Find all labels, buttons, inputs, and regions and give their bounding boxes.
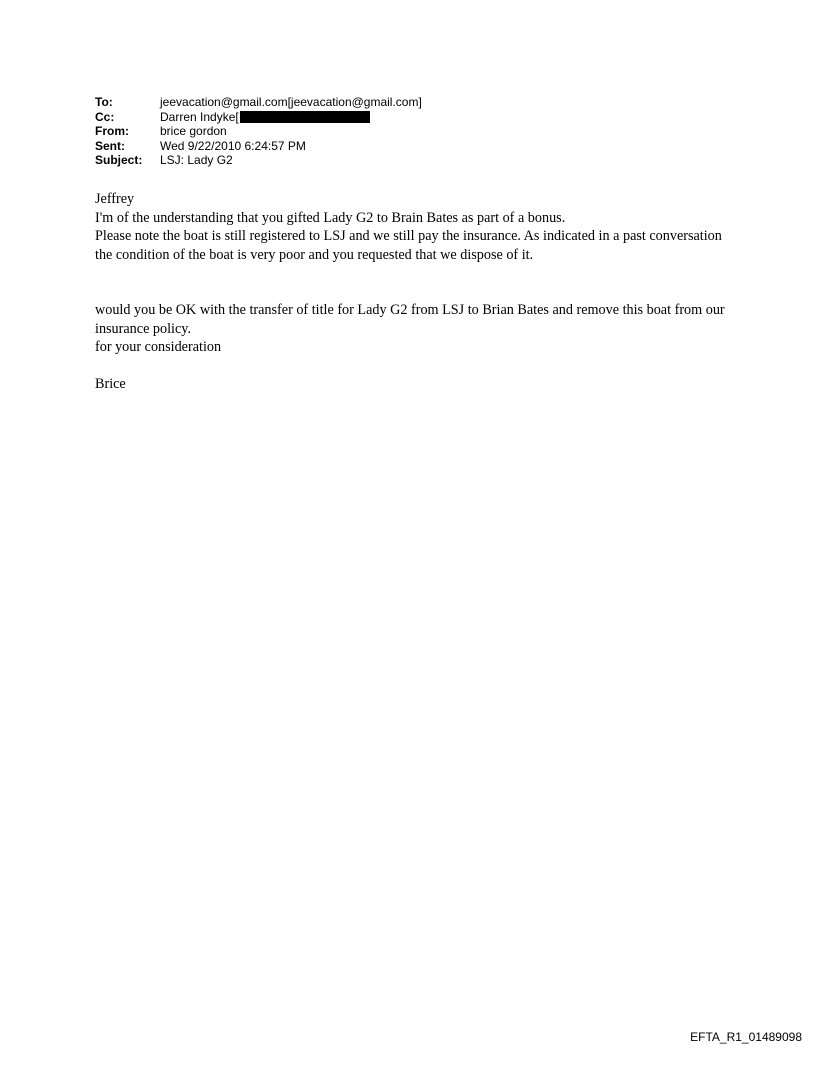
body-paragraph-1: I'm of the understanding that you gifted Lady G2 to Brain Bates as part of a bonus. xyxy=(95,209,566,226)
redaction-block xyxy=(240,111,370,123)
to-label: To: xyxy=(95,95,113,109)
paragraph-spacer xyxy=(95,264,735,301)
document-id: EFTA_R1_01489098 xyxy=(690,1030,802,1044)
header-cc-row xyxy=(95,110,422,125)
greeting: Jeffrey xyxy=(95,191,135,207)
from-label: From: xyxy=(95,124,129,138)
body-paragraph-2: Please note the boat is still registered to LSJ and we still pay the insurance. As indicated in a past conversation the condition of the boat is very poor and you requested that we dispose of it. xyxy=(95,228,722,263)
to-value: jeevacation@gmail.com[jeevacation@gmail.com] xyxy=(160,95,422,109)
email-header xyxy=(95,95,422,168)
cc-label: Cc: xyxy=(95,109,115,124)
sent-value: Wed 9/22/2010 6:24:57 PM xyxy=(160,138,306,153)
sent-label: Sent: xyxy=(95,138,125,153)
subject-label: Subject: xyxy=(95,153,143,167)
email-body xyxy=(95,190,735,393)
cc-value: Darren Indyke[ xyxy=(160,109,239,124)
subject-value: LSJ: Lady G2 xyxy=(160,153,233,167)
body-paragraph-3: would you be OK with the transfer of title for Lady G2 from LSJ to Brian Bates and remove this boat from our insurance policy. xyxy=(95,302,725,337)
from-value: brice gordon xyxy=(160,124,227,138)
header-to-row xyxy=(95,95,422,110)
signature: Brice xyxy=(95,375,126,392)
signature-spacer xyxy=(95,357,735,375)
header-from-row xyxy=(95,124,422,139)
header-subject-row xyxy=(95,153,422,168)
cc-value-wrap xyxy=(160,110,370,125)
body-paragraph-4: for your consideration xyxy=(95,339,222,355)
header-sent-row xyxy=(95,139,422,154)
